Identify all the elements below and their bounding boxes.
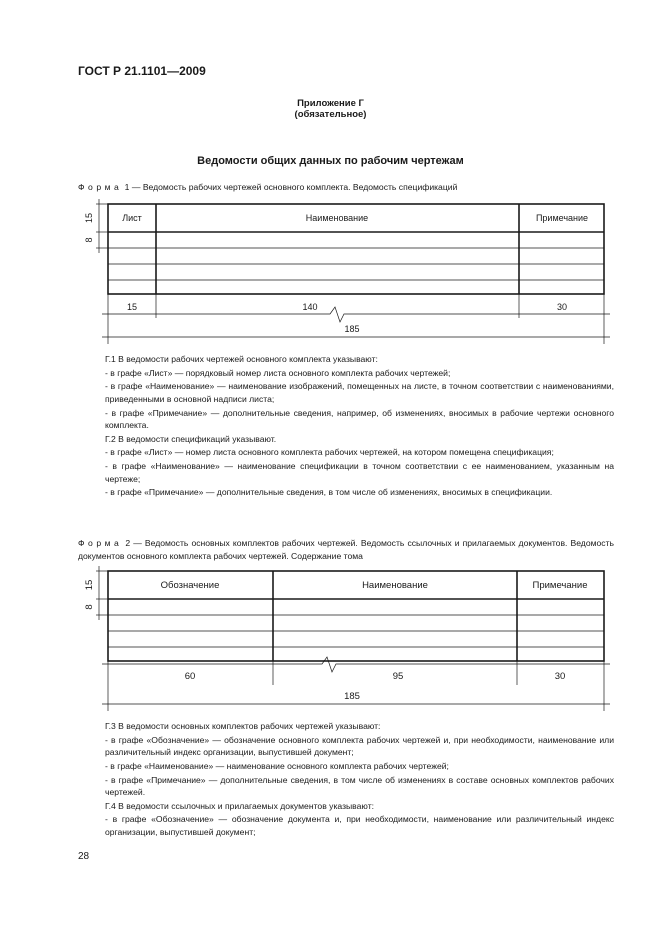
form1-dim-header-height: 15	[84, 212, 94, 224]
form2-header-designation: Обозначение	[160, 580, 220, 591]
form2-dim-line-break	[102, 657, 610, 672]
form2-width-designation: 60	[184, 671, 196, 682]
paragraph: - в графе «Примечание» — дополнительные сведения, в том числе об изменениях, вносимых в спецификации.	[105, 487, 553, 498]
document-code: ГОСТ Р 21.1101—2009	[78, 64, 206, 78]
form2-width-total: 185	[344, 691, 360, 702]
form1-caption-text: 1 — Ведомость рабочих чертежей основного комплекта. Ведомость спецификаций	[124, 182, 458, 192]
paragraph: - в графе «Наименование» — наименование изображений, помещенных на листе, в точном соответствии с наименованиями, приведенными в основной надписи листа;	[105, 381, 614, 404]
form1-header-name: Наименование	[305, 213, 369, 223]
paragraph: Г.1 В ведомости рабочих чертежей основного комплекта указывают:	[105, 354, 378, 364]
form2-caption-word: Форма	[78, 538, 123, 548]
main-title: Ведомости общих данных по рабочим чертежам	[197, 155, 464, 167]
paragraph: - в графе «Лист» — порядковый номер листа основного комплекта рабочих чертежей;	[105, 367, 451, 378]
section-2-text	[78, 720, 614, 840]
paragraph: Г.4 В ведомости ссылочных и прилагаемых документов указывают:	[105, 800, 375, 811]
form1-width-sheet: 15	[126, 302, 138, 312]
form1-width-total: 185	[344, 324, 360, 334]
appendix-title: Приложение Г	[297, 98, 364, 109]
paragraph: - в графе «Лист» — номер листа основного комплекта рабочих чертежей, на котором помещена спецификация;	[105, 447, 554, 458]
paragraph: - в графе «Обозначение» — обозначение основного комплекта рабочих чертежей и, при необходимости, наименование или различительный индекс организации, выпустившей документ;	[105, 734, 614, 758]
paragraph: - в графе «Примечание» — дополнительные сведения, в том числе об изменениях в составе основных комплектов рабочих чертежей.	[105, 774, 614, 798]
form2-header-note: Примечание	[532, 580, 588, 591]
form2-width-name: 95	[392, 671, 404, 682]
page-number: 28	[78, 851, 90, 862]
form1-dim-row-height: 8	[84, 237, 94, 243]
form2-dim-header-height: 15	[84, 579, 95, 591]
appendix-status: (обязательное)	[294, 109, 367, 120]
form2-width-note: 30	[554, 671, 566, 682]
paragraph: Г.2 В ведомости спецификаций указывают.	[105, 433, 277, 444]
form2-header-name: Наименование	[362, 580, 428, 591]
form1-header-note: Примечание	[535, 213, 589, 223]
form2-dim-row-height: 8	[84, 604, 95, 610]
paragraph: - в графе «Наименование» — наименование спецификации в точном соответствии с ее наименованием, указанным на чертеже;	[105, 461, 614, 484]
paragraph: - в графе «Обозначение» — обозначение документа и, при необходимости, наименование или различительный индекс организации, выпустившей документ;	[105, 814, 614, 837]
form1-width-name: 140	[302, 302, 318, 312]
paragraph: Г.3 В ведомости основных комплектов рабочих чертежей указывают:	[105, 721, 381, 731]
form1-width-note: 30	[556, 302, 568, 312]
paragraph: - в графе «Наименование» — наименование основного комплекта рабочих чертежей;	[105, 760, 449, 771]
form1-header-sheet: Лист	[122, 213, 142, 223]
form1-caption-word: Форма	[78, 182, 123, 192]
form2-caption-text: 2 — Ведомость основных комплектов рабочих чертежей. Ведомость ссылочных и прилагаемых документов. Ведомость документов основного комплекта рабочих чертежей. Содержание тома	[78, 538, 614, 561]
paragraph: - в графе «Примечание» — дополнительные сведения, например, об изменениях, вносимых в рабочие чертежи основного комплекта.	[105, 407, 614, 431]
